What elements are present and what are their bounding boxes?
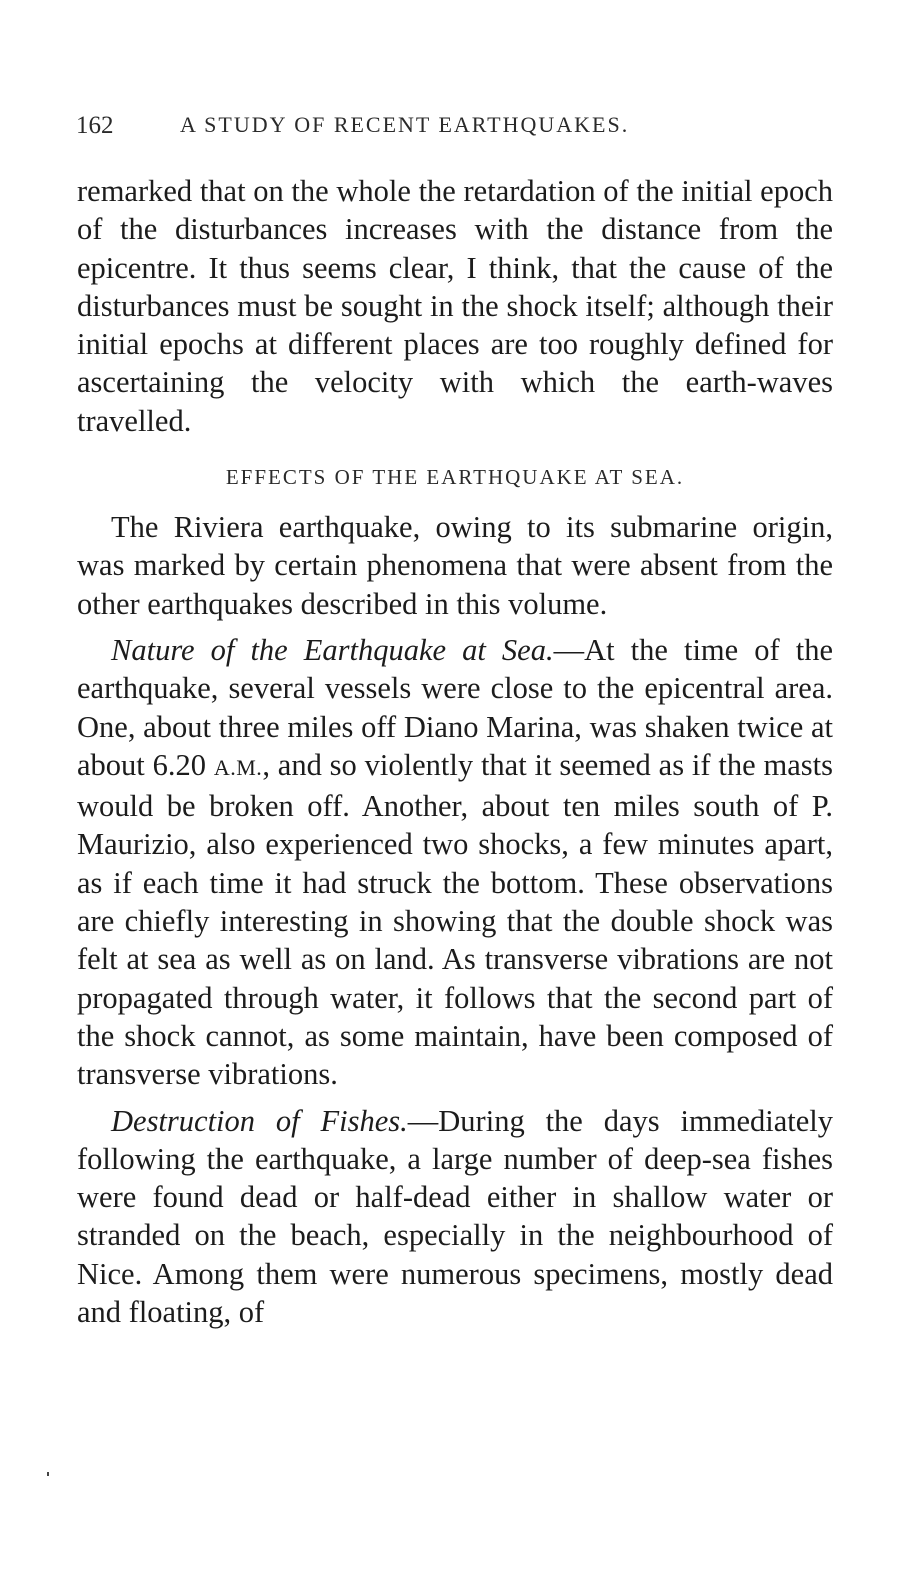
page-number: 162 [76, 112, 114, 139]
running-head [76, 112, 836, 142]
paragraph-title-fishes: Destruction of Fishes. [111, 1103, 408, 1138]
em-dash: — [407, 1103, 439, 1138]
body-text [77, 172, 833, 1331]
paragraph-riviera: The Riviera earthquake, owing to its submarine origin, was marked by certain phenomena that were absent from the other earthquakes described in this volume. [77, 510, 833, 621]
paragraph-text-a: At the time of the earthquake, several vessels were close to the epicentral area. One, about three miles off Diano Marina, was shaken twice at about 6.20 [77, 632, 833, 782]
paragraph-destruction-of-fishes [77, 1102, 833, 1332]
paragraph-text: During the days immediately following the earthquake, a large number of deep-sea fishes were found dead or half-dead either in shallow water or stranded on the beach, especially in the neighbourhood of Nice. Among them were numerous specimens, mostly dead and floating, of [77, 1103, 833, 1330]
section-heading: EFFECTS OF THE EARTHQUAKE AT SEA. [225, 465, 685, 490]
time-am: A.M. [213, 754, 263, 780]
paragraph-text-b: , and so violently that it seemed as if the masts would be broken off. Another, about ten miles south of P. Maurizio, also experienced two shocks, a few minutes apart, as if each time it had struck the bottom. These observations are chiefly interesting in showing that the double shock was felt at sea as well as on land. As transverse vibrations are not propagated through water, it follows that the second part of the shock cannot, as some maintain, have been composed of transverse vibrations. [77, 747, 833, 1092]
running-title: A STUDY OF RECENT EARTHQUAKES. [180, 112, 630, 137]
paragraph-continuation: remarked that on the whole the retardation of the initial epoch of the disturbances increases with the distance from the epicentre. It thus seems clear, I think, that the cause of the disturbances must be sought in the shock itself; although their initial epochs at different places are too roughly defined for ascertaining the velocity with which the earth-waves travelled. [77, 174, 833, 438]
paragraph-nature-at-sea [77, 631, 833, 1094]
em-dash: — [553, 632, 585, 667]
paragraph-title-nature: Nature of the Earthquake at Sea. [111, 632, 554, 667]
ink-speck [47, 1472, 49, 1476]
